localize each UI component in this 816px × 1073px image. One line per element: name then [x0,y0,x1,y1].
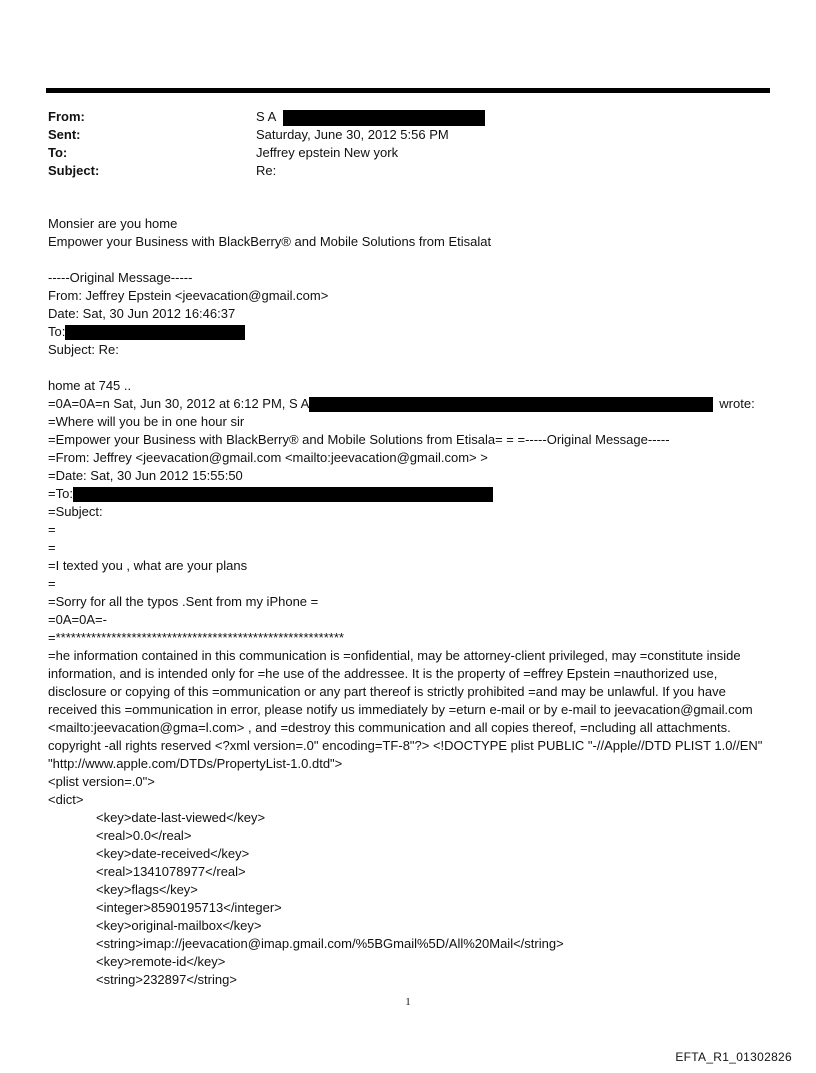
body-line: =Subject: [48,504,103,519]
body-line: To: [48,323,768,341]
to-label: To: [48,145,68,160]
to-value: Jeffrey epstein New york [256,145,399,160]
body-line: =0A=0A=n Sat, Jun 30, 2012 at 6:12 PM, S A wrote: [48,396,755,411]
body-line: =From: Jeffrey <jeevacation@gmail.com <mailto:jeevacation@gmail.com> > [48,450,488,465]
body-line: Empower your Business with BlackBerry® and Mobile Solutions from Etisalat [48,234,492,249]
body-line: Subject: Re: [48,342,119,357]
disclaimer-paragraph: =he information contained in this communication is =onfidential, may be attorney-client privileged, may =constitute inside information, and is intended only for =he use of the addressee. It is the property of =effrey Epstein =nauthorized use, disclosure or copying of this =ommunication or any part thereof is strictly prohibited =and may be unlawful. If you have received this =ommunication in error, please notify us immediately by =eturn e-mail or by e-mail to jeevacation@gmail.com <mailto:jeevacation@gma=l.com> , and =destroy this communication and all copies thereof, =ncluding all attachments. copyright -all rights reserved <?xml version=.0" encoding=TF-8"?> <!DOCTYPE plist PUBLIC "-//Apple//DTD PLIST 1.0//EN" "http://www.apple.com/DTDs/PropertyList-1.0.dtd"> [48,648,763,771]
subject-value: Re: [256,163,277,178]
redaction-bar [283,110,485,126]
header-rule [46,88,770,93]
email-body [48,215,768,989]
body-line: Date: Sat, 30 Jun 2012 16:46:37 [48,306,236,321]
body-line: =I texted you , what are your plans [48,558,248,573]
body-line: =Empower your Business with BlackBerry® and Mobile Solutions from Etisala= = =-----Original Message----- [48,432,670,447]
body-line: <key>remote-id</key> [96,954,226,969]
body-line: = [48,540,56,555]
body-line: <real>1341078977</real> [96,864,246,879]
redaction-bar [65,325,245,340]
body-line: =0A=0A=- [48,612,107,627]
body-line: Monsier are you home [48,216,178,231]
body-line: -----Original Message----- [48,270,193,285]
body-line: =Where will you be in one hour sir [48,414,245,429]
body-line: =Date: Sat, 30 Jun 2012 15:55:50 [48,468,243,483]
body-line: =Sorry for all the typos .Sent from my iPhone = [48,594,319,609]
body-line: =To: [48,485,768,503]
body-line: = [48,522,56,537]
bates-number: EFTA_R1_01302826 [675,1050,792,1064]
body-line: <integer>8590195713</integer> [96,900,282,915]
from-value: S A [256,108,485,126]
body-line: <real>0.0</real> [96,828,192,843]
sent-value: Saturday, June 30, 2012 5:56 PM [256,127,449,142]
body-line: <string>imap://jeevacation@imap.gmail.com/%5BGmail%5D/All%20Mail</string> [96,936,564,951]
body-line: =********************************************************* [48,630,344,645]
body-line: <dict> [48,792,84,807]
page-number: 1 [405,996,411,1008]
from-label: From: [48,109,85,124]
redaction-bar [309,397,713,412]
body-line: home at 745 .. [48,378,132,393]
body-line: From: Jeffrey Epstein <jeevacation@gmail.com> [48,288,329,303]
body-line: <key>date-last-viewed</key> [96,810,266,825]
body-line: = [48,576,56,591]
sent-label: Sent: [48,127,81,142]
body-line: <key>flags</key> [96,882,198,897]
body-line: <string>232897</string> [96,972,237,987]
body-line: <plist version=.0"> [48,774,155,789]
body-line: <key>date-received</key> [96,846,250,861]
redaction-bar [73,487,493,502]
body-line: <key>original-mailbox</key> [96,918,262,933]
subject-label: Subject: [48,163,100,178]
